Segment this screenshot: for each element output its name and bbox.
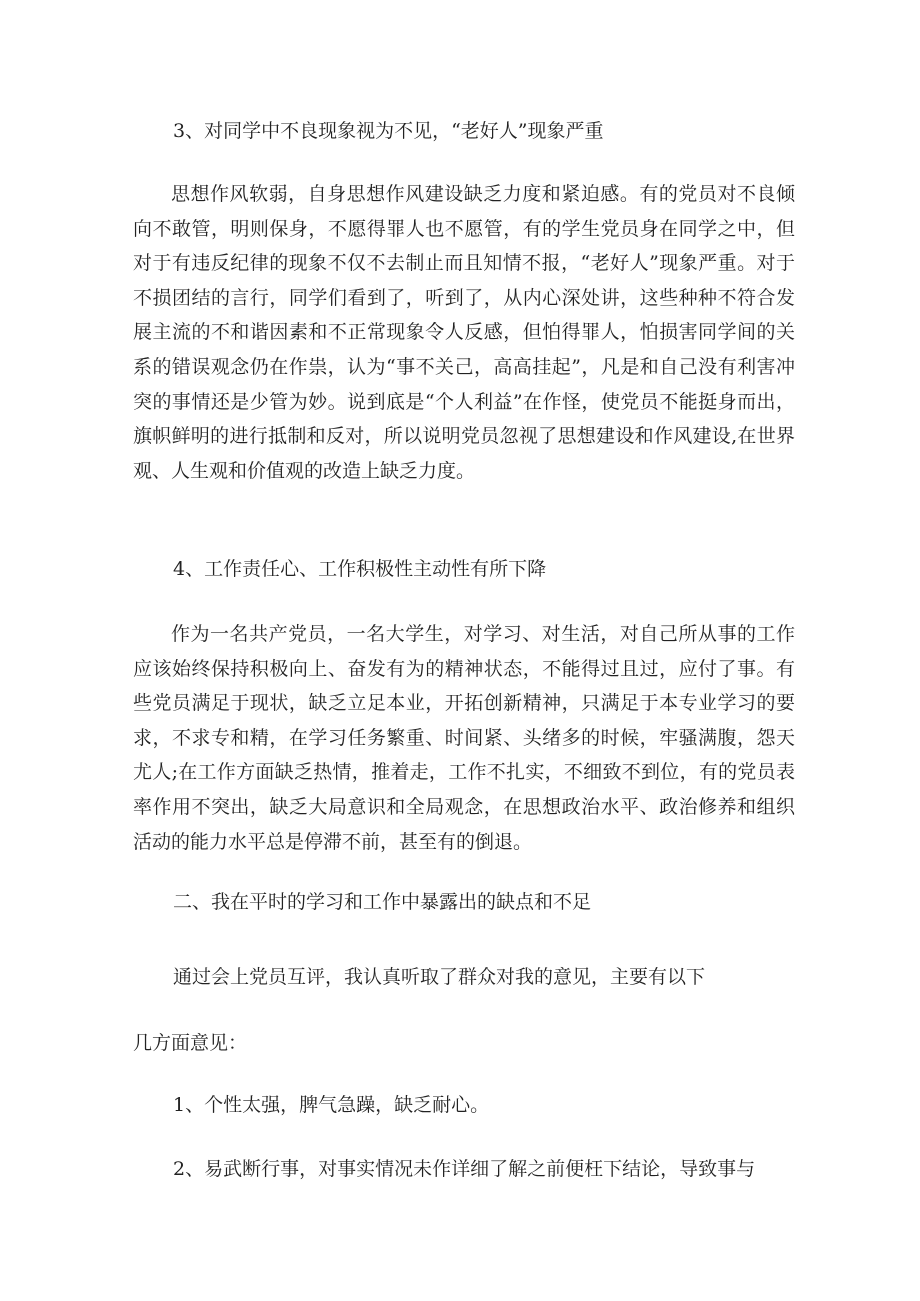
heading-3: 3、对同学中不良现象视为不见，“老好人”现象严重 <box>173 120 604 142</box>
intro-line-2: 几方面意见： <box>133 1032 248 1054</box>
heading-4: 4、工作责任心、工作积极性主动性有所下降 <box>173 558 547 580</box>
paragraph-3: 思想作风软弱，自身思想作风建设缺乏力度和紧迫感。有的党员对不良倾向不敢管，明则保身，不愿得罪人也不愿管，有的学生党员身在同学之中，但对于有违反纪律的现象不仅不去制止而且知情不报，“老好人”现象严重。对于不损团结的言行，同学们看到了，听到了，从内心深处讲，这些种种不符合发展主流的不和谐因素和不正常现象令人反感，但怕得罪人，怕损害同学间的关系的错误观念仍在作祟，认为“事不关己，高高挂起”，凡是和自己没有利害冲突的事情还是少管为妙。说到底是“个人利益”在作怪，使党员不能挺身而出，旗帜鲜明的进行抵制和反对，所以说明党员忽视了思想建设和作风建设,在世界观、人生观和价值观的改造上缺乏力度。 <box>133 183 795 482</box>
list-item-1: 1、个性太强，脾气急躁，缺乏耐心。 <box>173 1094 490 1116</box>
paragraph-4: 作为一名共产党员，一名大学生，对学习、对生活，对自己所从事的工作应该始终保持积极向上、奋发有为的精神状态，不能得过且过，应付了事。有些党员满足于现状，缺乏立足本业，开拓创新精神，只满足于本专业学习的要求，不求专和精，在学习任务繁重、时间紧、头绪多的时候，牢骚满腹，怨天尤人;在工作方面缺乏热情，推着走，工作不扎实，不细致不到位，有的党员表率作用不突出，缺乏大局意识和全局观念，在思想政治水平、政治修养和组织活动的能力水平总是停滞不前，甚至有的倒退。 <box>133 623 795 853</box>
section-2-heading: 二、我在平时的学习和工作中暴露出的缺点和不足 <box>173 891 592 913</box>
list-item-2: 2、易武断行事，对事实情况未作详细了解之前便枉下结论，导致事与 <box>173 1158 756 1180</box>
intro-line-1: 通过会上党员互评，我认真听取了群众对我的意见，主要有以下 <box>173 966 706 988</box>
